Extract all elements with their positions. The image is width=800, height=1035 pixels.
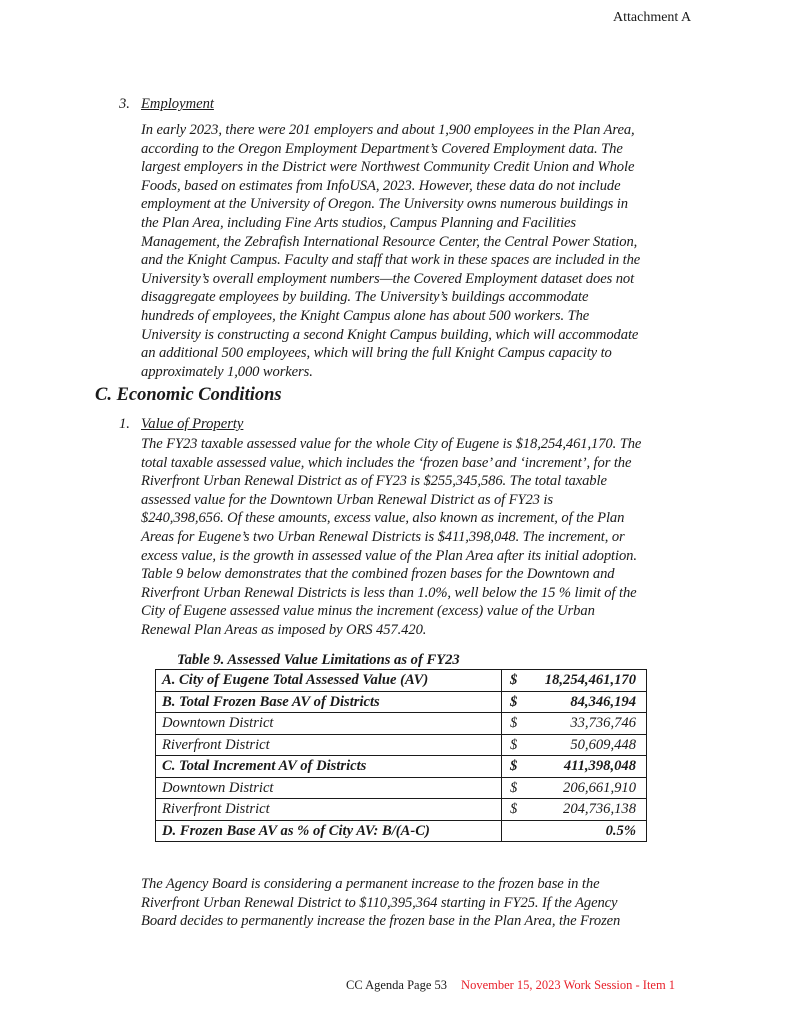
employment-number: 3. xyxy=(119,96,130,112)
text-line: City of Eugene assessed value minus the increment (excess) value of the Urban xyxy=(141,603,595,620)
row-value: 204,736,138 xyxy=(563,801,636,818)
value-of-property-paragraph xyxy=(141,435,716,640)
text-line: University is constructing a second Knight Campus building, which will accommodate xyxy=(141,326,639,343)
assessed-value-table xyxy=(155,669,647,842)
text-line: the Plan Area, including Fine Arts studios, Campus Planning and Facilities xyxy=(141,214,576,231)
row-value-cell xyxy=(502,799,647,821)
employment-paragraph xyxy=(141,121,716,381)
text-line: University’s overall employment numbers—the Covered Employment dataset does not xyxy=(141,270,635,287)
table-row xyxy=(156,691,647,713)
text-line: assessed value for the Downtown Urban Renewal District as of FY23 is xyxy=(141,491,553,508)
row-label: Riverfront District xyxy=(156,734,502,756)
attachment-label: Attachment A xyxy=(613,10,692,25)
currency-symbol: $ xyxy=(510,693,518,710)
row-value-cell xyxy=(502,820,647,842)
text-line: The FY23 taxable assessed value for the whole City of Eugene is $18,254,461,170. The xyxy=(141,436,642,452)
currency-symbol: $ xyxy=(510,801,518,818)
table-row xyxy=(156,820,647,842)
text-line: Areas for Eugene’s two Urban Renewal Districts is $411,398,048. The increment, or xyxy=(141,528,625,545)
row-value-cell xyxy=(502,691,647,713)
currency-symbol: $ xyxy=(510,672,518,689)
row-label: D. Frozen Base AV as % of City AV: B/(A-C) xyxy=(156,820,502,842)
row-label: C. Total Increment AV of Districts xyxy=(156,756,502,778)
currency-symbol: $ xyxy=(510,715,518,732)
table-row xyxy=(156,799,647,821)
table-row xyxy=(156,670,647,692)
text-line: total taxable assessed value, which includes the ‘frozen base’ and ‘increment’, for the xyxy=(141,454,632,471)
row-value: 18,254,461,170 xyxy=(544,672,636,689)
row-label: A. City of Eugene Total Assessed Value (AV) xyxy=(156,670,502,692)
table-row xyxy=(156,713,647,735)
value-of-property-title: Value of Property xyxy=(141,416,244,432)
text-line: according to the Oregon Employment Department’s Covered Employment data. The xyxy=(141,140,623,157)
row-value: 50,609,448 xyxy=(570,736,636,753)
text-line: Management, the Zebrafish International Resource Center, the Central Power Station, xyxy=(141,233,638,250)
text-line: Foods, based on estimates from InfoUSA, 2023. However, these data do not include xyxy=(141,177,621,194)
text-line: $240,398,656. Of these amounts, excess value, also known as increment, of the Plan xyxy=(141,510,625,527)
table-row xyxy=(156,734,647,756)
text-line: excess value, is the growth in assessed value of the Plan Area after its initial adoption. xyxy=(141,547,637,564)
text-line: and the Knight Campus. Faculty and staff that work in these spaces are included in the xyxy=(141,252,641,269)
table-caption: Table 9. Assessed Value Limitations as of FY23 xyxy=(177,652,460,668)
row-value: 411,398,048 xyxy=(563,758,636,775)
row-value-cell xyxy=(502,670,647,692)
row-label: Downtown District xyxy=(156,777,502,799)
table-row xyxy=(156,756,647,778)
currency-symbol: $ xyxy=(510,736,518,753)
text-line: disaggregate employees by building. The University’s buildings accommodate xyxy=(141,289,589,306)
row-label: Riverfront District xyxy=(156,799,502,821)
agenda-page-label: CC Agenda Page 53 xyxy=(346,978,448,992)
currency-symbol: $ xyxy=(510,779,518,796)
text-line: Renewal Plan Areas as imposed by ORS 457.420. xyxy=(141,621,427,638)
text-line: an additional 500 employees, which will bring the full Knight Campus capacity to xyxy=(141,345,612,362)
value-of-property-number: 1. xyxy=(119,416,130,432)
row-value: 0.5% xyxy=(605,822,636,839)
row-label: Downtown District xyxy=(156,713,502,735)
employment-title: Employment xyxy=(141,96,214,112)
work-session-label: November 15, 2023 Work Session - Item 1 xyxy=(461,978,676,992)
text-line: Riverfront Urban Renewal District as of FY23 is $255,345,586. The total taxable xyxy=(141,473,607,490)
agency-board-paragraph xyxy=(141,875,716,931)
page-footer xyxy=(346,978,675,993)
row-value: 33,736,746 xyxy=(570,715,636,732)
text-line: Board decides to permanently increase the frozen base in the Plan Area, the Frozen xyxy=(141,913,621,930)
section-heading-economic-conditions: C. Economic Conditions xyxy=(95,385,282,405)
text-line: In early 2023, there were 201 employers and about 1,900 employees in the Plan Area, xyxy=(141,122,635,138)
text-line: employment at the University of Oregon. The University owns numerous buildings in xyxy=(141,196,628,213)
text-line: Riverfront Urban Renewal District to $110,395,364 starting in FY25. If the Agency xyxy=(141,894,618,911)
currency-symbol: $ xyxy=(510,758,518,775)
row-value-cell xyxy=(502,734,647,756)
table-row xyxy=(156,777,647,799)
text-line: largest employers in the District were Northwest Community Credit Union and Whole xyxy=(141,159,635,176)
text-line: approximately 1,000 workers. xyxy=(141,363,313,380)
text-line: hundreds of employees, the Knight Campus alone has about 500 workers. The xyxy=(141,307,590,324)
row-value: 206,661,910 xyxy=(563,779,636,796)
row-label: B. Total Frozen Base AV of Districts xyxy=(156,691,502,713)
text-line: Table 9 below demonstrates that the combined frozen bases for the Downtown and xyxy=(141,566,615,583)
text-line: The Agency Board is considering a permanent increase to the frozen base in the xyxy=(141,876,600,892)
row-value-cell xyxy=(502,777,647,799)
text-line: Riverfront Urban Renewal Districts is less than 1.0%, well below the 15 % limit of the xyxy=(141,584,637,601)
row-value-cell xyxy=(502,713,647,735)
row-value-cell xyxy=(502,756,647,778)
row-value: 84,346,194 xyxy=(570,693,636,710)
